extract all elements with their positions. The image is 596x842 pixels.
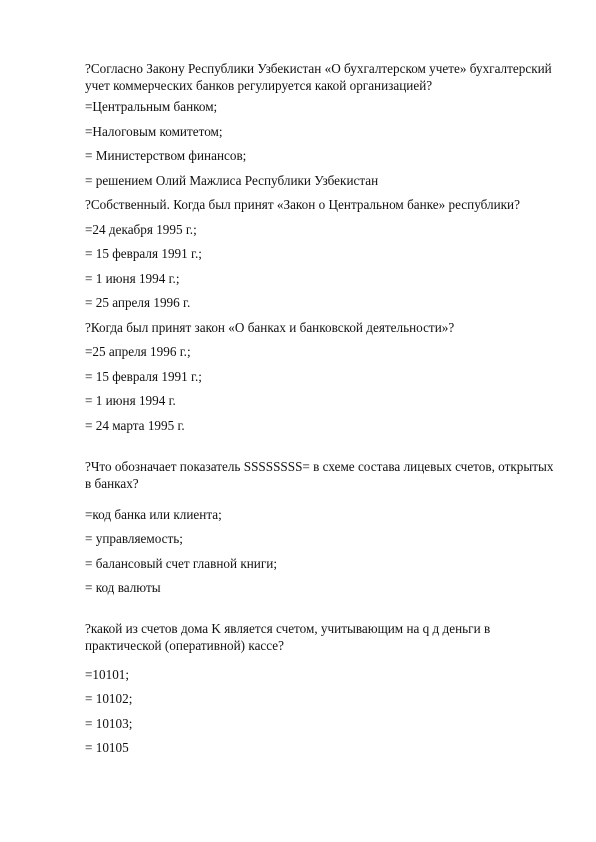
question-4: ?Что обозначает показатель SSSSSSSS= в схеме состава лицевых счетов, открытых в банках? xyxy=(85,459,554,491)
answer-5-4: = 10105 xyxy=(85,740,129,755)
answer-5-1: =10101; xyxy=(85,667,130,682)
question-2: ?Собственный. Когда был принят «Закон о Центральном банке» республики? xyxy=(85,197,520,212)
answer-3-1: =25 апреля 1996 г.; xyxy=(85,344,191,359)
answer-1-2: =Налоговым комитетом; xyxy=(85,124,223,139)
answer-4-2: = управляемость; xyxy=(85,531,183,546)
question-5: ?какой из счетов дома K является счетом, учитывающим на q д деньги в практической (оперативной) кассе? xyxy=(85,621,491,653)
answer-5-2: = 10102; xyxy=(85,691,133,706)
answer-5-3: = 10103; xyxy=(85,716,133,731)
answer-1-1: =Центральным банком; xyxy=(85,99,218,114)
question-1: ?Согласно Закону Республики Узбекистан «О бухгалтерском учете» бухгалтерский учет коммерческих банков регулируется какой организацией? xyxy=(85,61,552,93)
answer-2-2: = 15 февраля 1991 г.; xyxy=(85,246,202,261)
answer-1-3: = Министерством финансов; xyxy=(85,148,247,163)
answer-2-1: =24 декабря 1995 г.; xyxy=(85,222,197,237)
answer-4-4: = код валюты xyxy=(85,580,161,595)
answer-3-2: = 15 февраля 1991 г.; xyxy=(85,369,202,384)
answer-4-3: = балансовый счет главной книги; xyxy=(85,556,277,571)
question-3: ?Когда был принят закон «О банках и банковской деятельности»? xyxy=(85,320,455,335)
answer-2-3: = 1 июня 1994 г.; xyxy=(85,271,180,286)
answer-3-3: = 1 июня 1994 г. xyxy=(85,393,176,408)
answer-4-1: =код банка или клиента; xyxy=(85,507,222,522)
answer-1-4: = решением Олий Мажлиса Республики Узбекистан xyxy=(85,173,379,188)
answer-3-4: = 24 марта 1995 г. xyxy=(85,418,185,433)
answer-2-4: = 25 апреля 1996 г. xyxy=(85,295,191,310)
